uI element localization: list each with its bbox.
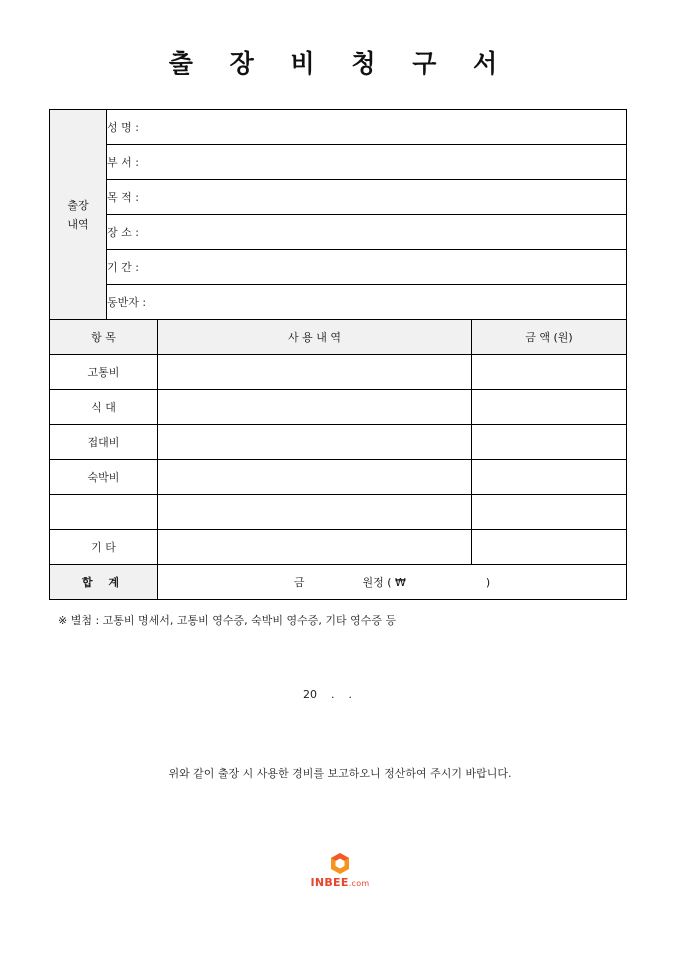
total-amount-field[interactable] <box>158 565 627 600</box>
logo-text <box>305 876 375 889</box>
trip-section-label-line1: 출장 <box>67 198 89 212</box>
row-label-lodging: 숙박비 <box>50 460 158 495</box>
row-label-blank[interactable] <box>50 495 158 530</box>
trip-row <box>50 110 627 145</box>
field-name[interactable]: 성 명 : <box>107 110 627 145</box>
expense-claim-form <box>49 109 627 600</box>
attachment-note: ※ 별첨 : 고통비 명세서, 고통비 영수증, 숙박비 영수증, 기타 영수증 등 <box>58 614 397 627</box>
amount-cell[interactable] <box>472 425 627 460</box>
table-row <box>50 495 627 530</box>
usage-cell[interactable] <box>158 355 472 390</box>
request-statement: 위와 같이 출장 시 사용한 경비를 보고하오니 정산하여 주시기 바랍니다. <box>168 767 512 780</box>
total-prefix: 금 <box>293 576 305 589</box>
logo-name: INBEE <box>310 876 349 889</box>
field-department[interactable]: 부 서 : <box>107 145 627 180</box>
amount-cell[interactable] <box>472 495 627 530</box>
date-line[interactable]: 20 . . <box>303 688 352 701</box>
amount-cell[interactable] <box>472 390 627 425</box>
trip-row <box>50 285 627 320</box>
table-row <box>50 425 627 460</box>
total-unit: 원정 ( ₩ <box>362 576 406 589</box>
table-row <box>50 355 627 390</box>
document-title: 출 장 비 청 구 서 <box>168 49 512 78</box>
amount-cell[interactable] <box>472 460 627 495</box>
field-period[interactable]: 기 간 : <box>107 250 627 285</box>
trip-row <box>50 180 627 215</box>
trip-row <box>50 145 627 180</box>
header-amount: 금 액 (원) <box>472 320 627 355</box>
row-label-entertainment: 접대비 <box>50 425 158 460</box>
row-label-meals: 식 대 <box>50 390 158 425</box>
usage-cell[interactable] <box>158 460 472 495</box>
field-place[interactable]: 장 소 : <box>107 215 627 250</box>
usage-cell[interactable] <box>158 390 472 425</box>
usage-cell[interactable] <box>158 495 472 530</box>
inbee-logo <box>305 852 375 892</box>
total-suffix: ) <box>485 576 491 589</box>
logo-suffix: .com <box>348 879 370 888</box>
table-row <box>50 460 627 495</box>
field-companion[interactable]: 동반자 : <box>107 285 627 320</box>
expense-header-row <box>50 320 627 355</box>
trip-section-label-line2: 내역 <box>67 217 89 231</box>
usage-cell[interactable] <box>158 530 472 565</box>
row-label-transport: 고통비 <box>50 355 158 390</box>
amount-cell[interactable] <box>472 530 627 565</box>
trip-row <box>50 250 627 285</box>
total-row <box>50 565 627 600</box>
header-usage: 사 용 내 역 <box>158 320 472 355</box>
trip-section-label <box>50 110 107 320</box>
table-row <box>50 530 627 565</box>
field-purpose[interactable]: 목 적 : <box>107 180 627 215</box>
table-row <box>50 390 627 425</box>
row-label-other: 기 타 <box>50 530 158 565</box>
usage-cell[interactable] <box>158 425 472 460</box>
total-label: 합 계 <box>50 565 158 600</box>
amount-cell[interactable] <box>472 355 627 390</box>
header-item: 항 목 <box>50 320 158 355</box>
hexagon-logo-icon <box>305 852 375 878</box>
trip-row <box>50 215 627 250</box>
